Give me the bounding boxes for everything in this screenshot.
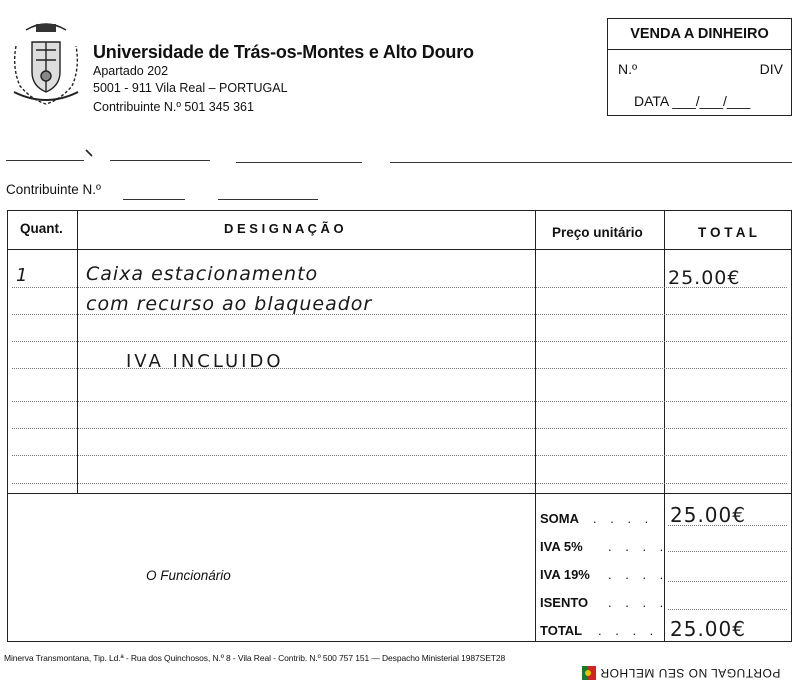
summary-rule bbox=[668, 581, 787, 582]
sale-type-box bbox=[607, 18, 792, 116]
sale-type-title: VENDA A DINHEIRO bbox=[608, 19, 791, 50]
item-rule bbox=[12, 428, 787, 429]
col-divider-quant bbox=[77, 211, 78, 493]
dot-leader: . . . . bbox=[608, 539, 669, 554]
row-1-description: Caixa estacionamento bbox=[86, 263, 319, 285]
employee-label: O Funcionário bbox=[146, 568, 231, 583]
row-1-quantity: 1 bbox=[16, 265, 29, 286]
total-header: T O T A L bbox=[698, 225, 757, 240]
col-divider-designacao bbox=[535, 211, 536, 641]
client-taxid-label: Contribuinte N.º bbox=[6, 182, 101, 197]
address-line-2: 5001 - 911 Vila Real – PORTUGAL bbox=[93, 81, 288, 95]
row-3-description: IVA INCLUIDO bbox=[126, 351, 284, 372]
dot-leader: . . . . bbox=[608, 567, 669, 582]
slogan-text: PORTUGAL NO SEU MELHOR bbox=[600, 666, 781, 680]
items-divider bbox=[8, 493, 791, 494]
summary-rule bbox=[668, 551, 787, 552]
invoice-table bbox=[7, 210, 792, 642]
pen-mark-icon bbox=[84, 147, 96, 159]
item-rule bbox=[12, 341, 787, 342]
preco-header: Preço unitário bbox=[552, 225, 643, 240]
address-line-1: Apartado 202 bbox=[93, 64, 169, 78]
row-2-description: com recurso ao blaqueador bbox=[86, 293, 373, 315]
division-label: DIV bbox=[759, 61, 783, 77]
summary-rule bbox=[668, 609, 787, 610]
university-taxid: Contribuinte N.º 501 345 361 bbox=[93, 100, 254, 114]
header-divider bbox=[8, 249, 791, 250]
designacao-header: D E S I G N A Ç Ã O bbox=[224, 221, 344, 236]
university-crest-logo bbox=[6, 16, 86, 108]
item-rule bbox=[12, 483, 787, 484]
quant-header: Quant. bbox=[20, 221, 63, 236]
date-label: DATA ___/___/___ bbox=[634, 93, 751, 109]
client-taxid-line-2 bbox=[218, 199, 318, 200]
soma-label: SOMA bbox=[540, 511, 579, 526]
iva5-label: IVA 5% bbox=[540, 539, 583, 554]
item-rule bbox=[12, 401, 787, 402]
client-name-line-2 bbox=[110, 160, 210, 161]
client-name-line-3 bbox=[236, 162, 362, 163]
client-taxid-line-1 bbox=[123, 199, 185, 200]
client-name-line-4 bbox=[390, 162, 792, 163]
client-name-line-1 bbox=[6, 160, 84, 161]
university-name: Universidade de Trás-os-Montes e Alto Douro bbox=[93, 42, 474, 62]
document-number-label: N.º bbox=[618, 61, 638, 77]
dot-leader: . . . . bbox=[593, 511, 654, 526]
isento-label: ISENTO bbox=[540, 595, 589, 610]
row-1-total: 25.00€ bbox=[668, 267, 741, 289]
dot-leader: . . . . bbox=[608, 595, 669, 610]
total-label: TOTAL bbox=[540, 623, 583, 638]
soma-value: 25.00€ bbox=[670, 503, 746, 527]
printer-footer: Minerva Transmontana, Tip. Ld.ª - Rua dos Quinchosos, N.º 8 - Vila Real - Contrib. N.º 500 757 151 — Despacho Ministerial 1987SET28 bbox=[4, 653, 506, 663]
dot-leader: . . . . bbox=[598, 623, 659, 638]
total-value: 25.00€ bbox=[670, 617, 746, 641]
item-rule bbox=[12, 455, 787, 456]
iva19-label: IVA 19% bbox=[540, 567, 590, 582]
portugal-flag-icon bbox=[582, 666, 596, 680]
